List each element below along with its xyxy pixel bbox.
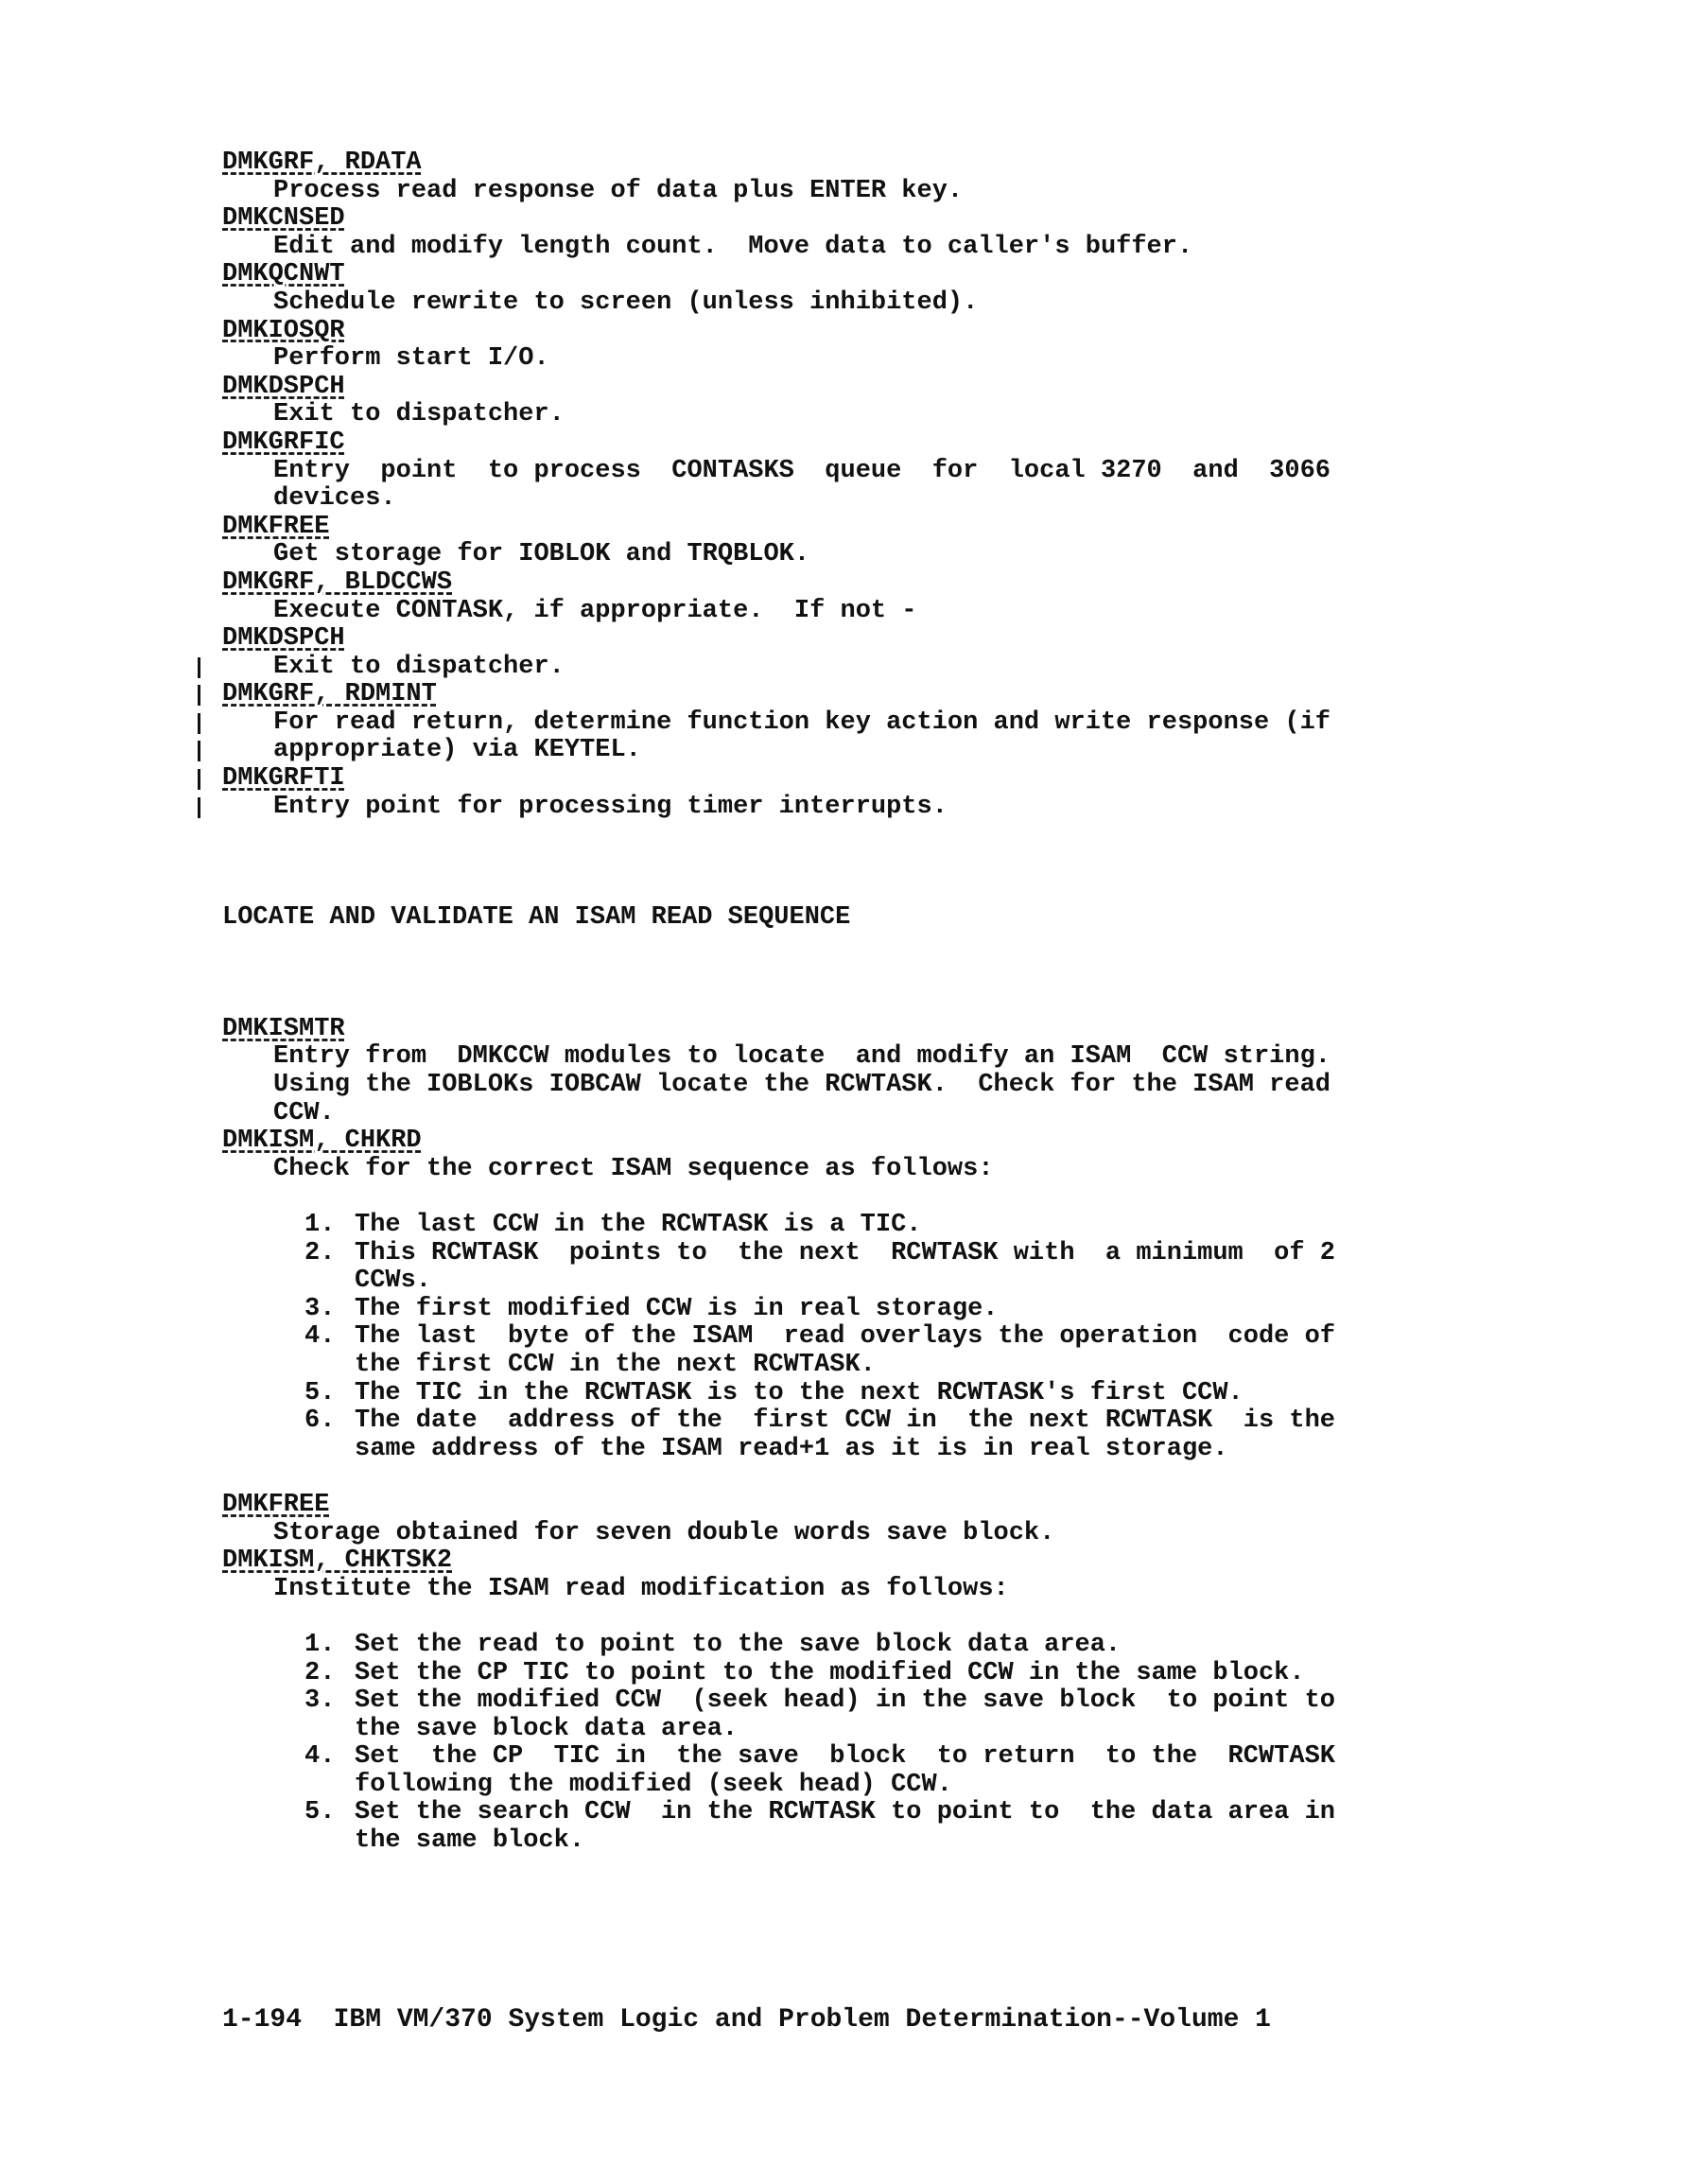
list-item: 6. The date address of the first CCW in the next RCWTASK is the xyxy=(304,1406,1335,1436)
entry-label-dmkdspch: DMKDSPCH xyxy=(222,624,345,654)
entry-label-dmkiosqr: DMKIOSQR xyxy=(222,316,345,345)
list-item: 5. Set the search CCW in the RCWTASK to point to the data area in xyxy=(304,1798,1335,1827)
list-item-continuation: the save block data area. xyxy=(355,1714,739,1743)
change-bar xyxy=(198,685,200,706)
entry-text: Perform start I/O. xyxy=(273,344,549,374)
entry-text: Get storage for IOBLOK and TRQBLOK. xyxy=(273,540,810,569)
entry-text: Process read response of data plus ENTER key. xyxy=(273,176,964,205)
entry-text: Edit and modify length count. Move data to caller's buffer. xyxy=(273,232,1193,261)
change-bar xyxy=(198,769,200,790)
entry-text: devices. xyxy=(273,484,396,514)
entry-text: Exit to dispatcher. xyxy=(273,400,565,429)
list-item: 4. Set the CP TIC in the save block to return to the RCWTASK xyxy=(304,1742,1335,1772)
list-item: 1. The last CCW in the RCWTASK is a TIC. xyxy=(304,1211,922,1239)
entry-text: For read return, determine function key action and write response (if xyxy=(222,709,1452,738)
entry-label-dmkgrf-rdata: DMKGRF, RDATA xyxy=(222,149,422,177)
entry-label-dmkism-chkrd: DMKISM, CHKRD xyxy=(222,1127,422,1156)
list-item-continuation: the first CCW in the next RCWTASK. xyxy=(355,1350,876,1379)
entry-text: Entry point to process CONTASKS queue for local 3270 and 3066 xyxy=(273,456,1330,485)
list-item: 1. Set the read to point to the save block data area. xyxy=(304,1630,1122,1659)
list-item-continuation: following the modified (seek head) CCW. xyxy=(355,1770,952,1799)
list-item: 3. The first modified CCW is in real storage. xyxy=(304,1294,999,1323)
entry-text: Entry from DMKCCW modules to locate and modify an ISAM CCW string. xyxy=(273,1042,1330,1072)
list-item-continuation: the same block. xyxy=(355,1826,585,1856)
entry-text: Check for the correct ISAM sequence as follows: xyxy=(273,1154,994,1183)
list-item: 5. The TIC in the RCWTASK is to the next RCWTASK's first CCW. xyxy=(304,1378,1244,1407)
entry-text: appropriate) via KEYTEL. xyxy=(222,737,1452,765)
entry-text: Using the IOBLOKs IOBCAW locate the RCWTASK. Check for the ISAM read xyxy=(273,1071,1330,1100)
entry-label-dmkfree: DMKFREE xyxy=(222,512,330,541)
list-item: 2. Set the CP TIC to point to the modified CCW in the same block. xyxy=(304,1658,1305,1687)
list-item: 4. The last byte of the ISAM read overlays the operation code of xyxy=(304,1322,1335,1352)
entry-label-dmkgrf-bldccws: DMKGRF, BLDCCWS xyxy=(222,568,453,597)
entry-label-dmkgrf-rdmint: DMKGRF, RDMINT xyxy=(222,681,1452,709)
entry-text: Storage obtained for seven double words save block. xyxy=(273,1518,1055,1547)
section-heading: LOCATE AND VALIDATE AN ISAM READ SEQUENCE xyxy=(222,903,851,933)
document-body xyxy=(222,149,1452,1856)
list-item-continuation: same address of the ISAM read+1 as it is in real storage. xyxy=(355,1434,1228,1463)
page-footer: 1-194 IBM VM/370 System Logic and Problem Determination--Volume 1 xyxy=(222,2005,1271,2035)
entry-text: Entry point for processing timer interrupts. xyxy=(222,794,1452,822)
entry-label-dmkdspch: DMKDSPCH xyxy=(222,372,345,401)
entry-label-dmkqcnwt: DMKQCNWT xyxy=(222,260,345,289)
entry-text: Execute CONTASK, if appropriate. If not - xyxy=(273,596,917,625)
entry-label-dmkgrfti: DMKGRFTI xyxy=(222,765,1452,794)
entry-text: Institute the ISAM read modification as follows: xyxy=(273,1574,1009,1603)
entry-label-dmkfree: DMKFREE xyxy=(222,1490,330,1519)
change-bar xyxy=(198,657,200,678)
list-item-continuation: CCWs. xyxy=(355,1267,432,1296)
entry-text: CCW. xyxy=(273,1098,335,1127)
list-item: 3. Set the modified CCW (seek head) in the save block to point to xyxy=(304,1686,1335,1716)
entry-label-dmkcnsed: DMKCNSED xyxy=(222,204,345,234)
entry-label-dmkgrfic: DMKGRFIC xyxy=(222,428,345,457)
change-bar xyxy=(198,741,200,761)
entry-text: Schedule rewrite to screen (unless inhibited). xyxy=(273,288,979,317)
entry-text: Exit to dispatcher. xyxy=(222,654,1452,682)
entry-label-dmkismtr: DMKISMTR xyxy=(222,1014,345,1043)
change-bar xyxy=(198,713,200,734)
entry-label-dmkism-chktsk2: DMKISM, CHKTSK2 xyxy=(222,1546,453,1576)
list-item: 2. This RCWTASK points to the next RCWTASK with a minimum of 2 xyxy=(304,1238,1335,1267)
change-bar xyxy=(198,797,200,818)
